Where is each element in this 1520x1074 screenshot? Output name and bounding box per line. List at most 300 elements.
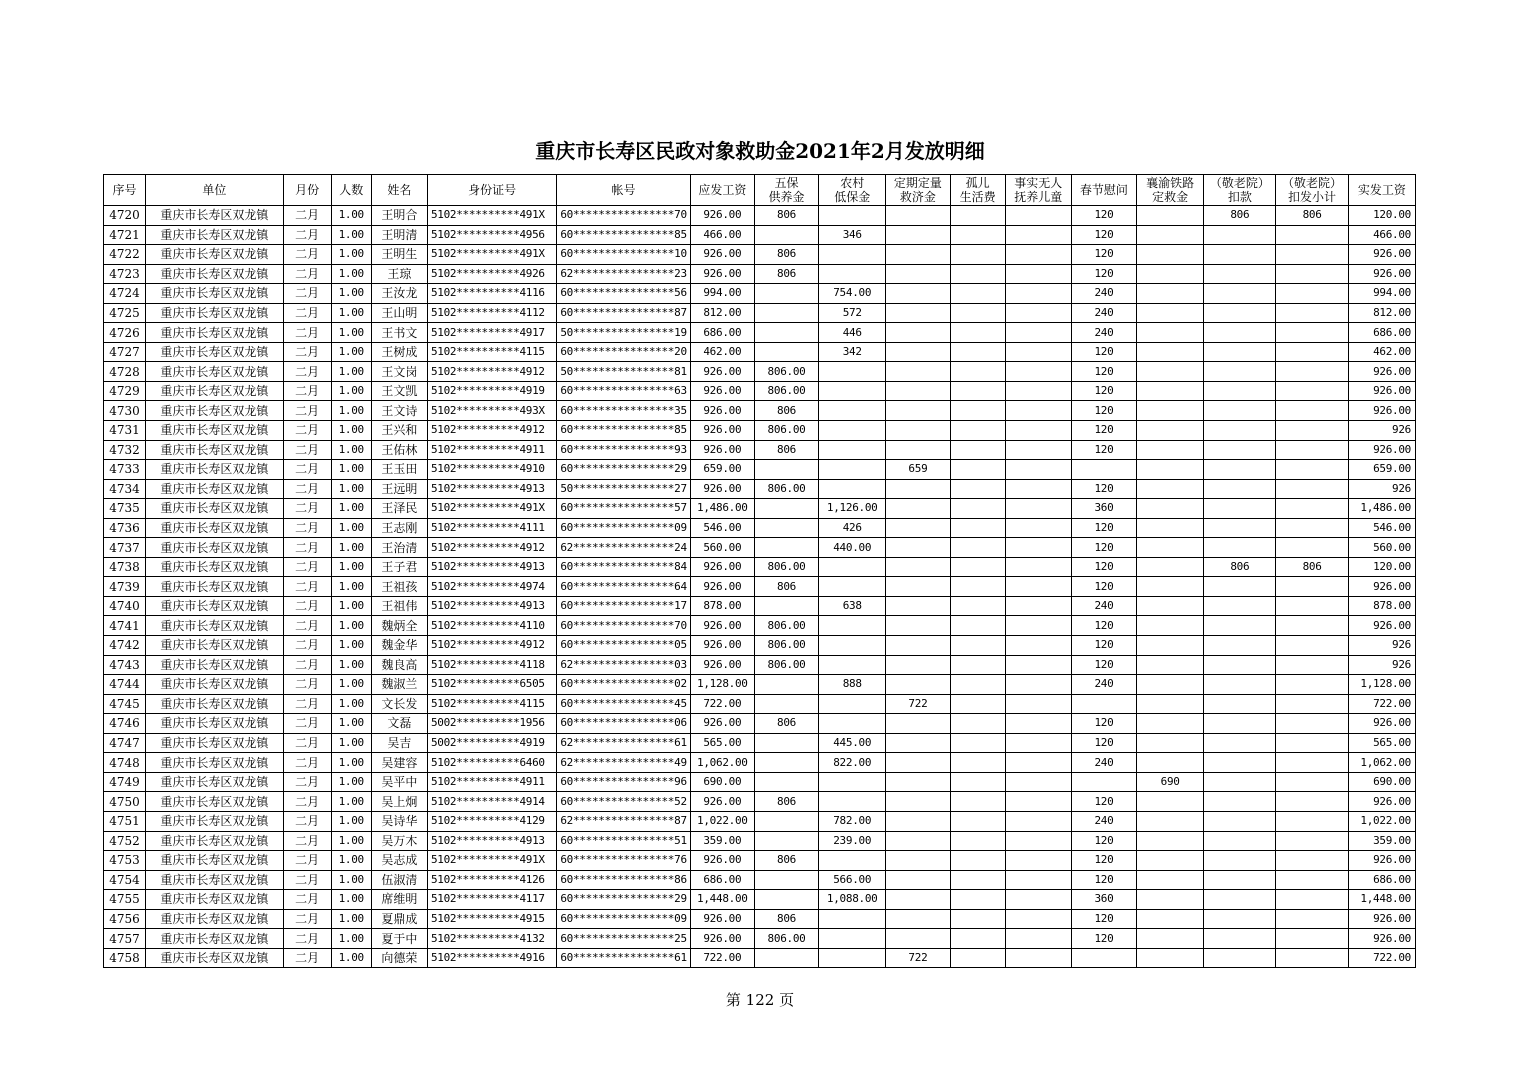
table-cell: 926.00 <box>1348 264 1415 284</box>
table-cell <box>1137 929 1204 949</box>
table-cell: 1.00 <box>331 303 371 323</box>
table-cell <box>1005 460 1071 480</box>
table-cell: 120 <box>1071 733 1136 753</box>
table-cell: 782.00 <box>819 811 886 831</box>
table-cell: 5102**********4919 <box>427 381 556 401</box>
table-cell: 1.00 <box>331 538 371 558</box>
table-cell <box>1204 890 1276 910</box>
table-cell: 5102**********491X <box>427 499 556 519</box>
table-cell <box>1005 284 1071 304</box>
table-cell: 二月 <box>283 206 331 226</box>
table-cell <box>950 538 1005 558</box>
table-cell: 120 <box>1071 440 1136 460</box>
table-cell <box>1005 518 1071 538</box>
table-cell <box>1204 733 1276 753</box>
table-cell <box>1204 714 1276 734</box>
table-cell: 王子君 <box>371 557 427 577</box>
table-cell: 二月 <box>283 538 331 558</box>
table-cell <box>1204 753 1276 773</box>
table-cell <box>1204 440 1276 460</box>
table-cell <box>886 616 950 636</box>
table-cell: 重庆市长寿区双龙镇 <box>146 323 283 343</box>
table-cell <box>886 538 950 558</box>
table-cell: 1.00 <box>331 499 371 519</box>
table-cell: 560.00 <box>1348 538 1415 558</box>
table-cell: 926 <box>1348 479 1415 499</box>
table-cell: 60****************35 <box>557 401 690 421</box>
table-row <box>104 909 1416 929</box>
table-cell <box>1276 264 1348 284</box>
table-cell: 4746 <box>104 714 146 734</box>
table-row <box>104 851 1416 871</box>
table-cell: 60****************52 <box>557 792 690 812</box>
table-cell <box>950 929 1005 949</box>
relief-payment-table <box>103 174 1416 968</box>
table-cell: 1,448.00 <box>690 890 754 910</box>
table-cell: 1.00 <box>331 831 371 851</box>
table-cell <box>1137 284 1204 304</box>
table-cell <box>1137 792 1204 812</box>
table-cell: 5102**********6505 <box>427 675 556 695</box>
table-cell: 重庆市长寿区双龙镇 <box>146 577 283 597</box>
table-cell <box>1137 381 1204 401</box>
table-cell: 1.00 <box>331 714 371 734</box>
table-cell <box>1005 303 1071 323</box>
table-cell: 686.00 <box>690 323 754 343</box>
table-cell: 806.00 <box>754 616 818 636</box>
table-cell <box>1137 948 1204 968</box>
table-cell <box>1276 890 1348 910</box>
table-cell: 806 <box>754 206 818 226</box>
table-cell: 王治清 <box>371 538 427 558</box>
table-cell: 二月 <box>283 909 331 929</box>
table-cell: 4722 <box>104 245 146 265</box>
table-cell <box>1276 284 1348 304</box>
table-cell: 62****************03 <box>557 655 690 675</box>
table-cell: 二月 <box>283 655 331 675</box>
table-cell <box>754 675 818 695</box>
table-row <box>104 303 1416 323</box>
table-cell <box>1005 245 1071 265</box>
table-cell: 1,448.00 <box>1348 890 1415 910</box>
table-cell: 806.00 <box>754 557 818 577</box>
table-cell: 二月 <box>283 948 331 968</box>
table-row <box>104 694 1416 714</box>
table-cell <box>1005 225 1071 245</box>
table-cell: 4730 <box>104 401 146 421</box>
table-cell: 二月 <box>283 870 331 890</box>
table-row <box>104 870 1416 890</box>
table-cell <box>819 577 886 597</box>
table-cell: 686.00 <box>690 870 754 890</box>
table-cell: 120.00 <box>1348 206 1415 226</box>
table-cell <box>1276 929 1348 949</box>
table-cell: 926.00 <box>690 401 754 421</box>
table-cell: 4742 <box>104 636 146 656</box>
table-cell <box>1137 362 1204 382</box>
table-cell: 926.00 <box>690 714 754 734</box>
table-cell <box>1204 225 1276 245</box>
table-cell <box>819 929 886 949</box>
column-header: 襄渝铁路 定救金 <box>1137 175 1204 206</box>
table-cell <box>819 948 886 968</box>
table-cell: 重庆市长寿区双龙镇 <box>146 655 283 675</box>
table-cell: 466.00 <box>1348 225 1415 245</box>
table-cell: 926 <box>1348 655 1415 675</box>
table-cell <box>1137 596 1204 616</box>
table-cell <box>1005 792 1071 812</box>
table-cell: 546.00 <box>1348 518 1415 538</box>
table-cell <box>1204 909 1276 929</box>
table-row <box>104 518 1416 538</box>
table-cell: 926.00 <box>1348 909 1415 929</box>
table-cell: 二月 <box>283 596 331 616</box>
table-cell: 4752 <box>104 831 146 851</box>
table-cell: 926.00 <box>690 421 754 441</box>
table-cell: 王书文 <box>371 323 427 343</box>
table-cell: 4735 <box>104 499 146 519</box>
table-cell: 878.00 <box>690 596 754 616</box>
table-cell: 722.00 <box>1348 694 1415 714</box>
table-cell: 120 <box>1071 421 1136 441</box>
table-cell <box>886 753 950 773</box>
table-cell: 690.00 <box>690 772 754 792</box>
table-cell: 二月 <box>283 733 331 753</box>
table-cell <box>1204 401 1276 421</box>
table-cell: 62****************61 <box>557 733 690 753</box>
table-cell: 60****************10 <box>557 245 690 265</box>
table-cell <box>950 342 1005 362</box>
table-cell: 994.00 <box>1348 284 1415 304</box>
table-cell: 4734 <box>104 479 146 499</box>
table-cell: 1.00 <box>331 948 371 968</box>
table-cell: 240 <box>1071 753 1136 773</box>
table-row <box>104 831 1416 851</box>
table-cell: 240 <box>1071 284 1136 304</box>
table-cell: 926 <box>1348 421 1415 441</box>
table-cell: 4737 <box>104 538 146 558</box>
table-cell <box>1276 811 1348 831</box>
table-cell: 1.00 <box>331 870 371 890</box>
table-cell <box>819 479 886 499</box>
table-cell: 926.00 <box>690 362 754 382</box>
table-cell: 5102**********4913 <box>427 831 556 851</box>
table-cell <box>1005 675 1071 695</box>
table-cell: 王明合 <box>371 206 427 226</box>
table-cell <box>1276 479 1348 499</box>
table-cell: 4743 <box>104 655 146 675</box>
table-cell: 二月 <box>283 499 331 519</box>
table-cell: 重庆市长寿区双龙镇 <box>146 460 283 480</box>
table-cell: 重庆市长寿区双龙镇 <box>146 206 283 226</box>
table-cell: 夏鼎成 <box>371 909 427 929</box>
table-cell: 120 <box>1071 870 1136 890</box>
table-cell: 向德荣 <box>371 948 427 968</box>
table-cell <box>950 440 1005 460</box>
table-cell: 二月 <box>283 362 331 382</box>
table-cell: 重庆市长寿区双龙镇 <box>146 596 283 616</box>
table-cell <box>950 323 1005 343</box>
table-row <box>104 792 1416 812</box>
table-cell: 1,088.00 <box>819 890 886 910</box>
table-cell: 926.00 <box>690 440 754 460</box>
table-cell <box>886 909 950 929</box>
table-cell: 魏炳全 <box>371 616 427 636</box>
table-cell: 4741 <box>104 616 146 636</box>
table-cell: 1.00 <box>331 284 371 304</box>
table-cell: 王明生 <box>371 245 427 265</box>
table-cell: 席维明 <box>371 890 427 910</box>
table-cell: 1,126.00 <box>819 499 886 519</box>
table-cell: 4726 <box>104 323 146 343</box>
table-cell <box>950 303 1005 323</box>
table-cell: 二月 <box>283 245 331 265</box>
table-cell <box>1204 518 1276 538</box>
table-cell <box>886 440 950 460</box>
table-cell: 926.00 <box>690 577 754 597</box>
table-cell: 二月 <box>283 225 331 245</box>
table-cell: 50****************27 <box>557 479 690 499</box>
table-cell: 4740 <box>104 596 146 616</box>
table-cell: 重庆市长寿区双龙镇 <box>146 499 283 519</box>
table-cell: 806 <box>1276 557 1348 577</box>
table-cell: 120 <box>1071 636 1136 656</box>
table-cell: 60****************61 <box>557 948 690 968</box>
table-row <box>104 421 1416 441</box>
table-cell <box>950 772 1005 792</box>
table-cell: 二月 <box>283 440 331 460</box>
table-cell: 5102**********4956 <box>427 225 556 245</box>
table-cell <box>754 303 818 323</box>
table-cell: 446 <box>819 323 886 343</box>
table-cell <box>754 596 818 616</box>
table-cell: 魏淑兰 <box>371 675 427 695</box>
table-cell: 4751 <box>104 811 146 831</box>
table-cell: 60****************70 <box>557 616 690 636</box>
table-cell: 690 <box>1137 772 1204 792</box>
table-cell <box>1005 440 1071 460</box>
table-cell: 120.00 <box>1348 557 1415 577</box>
table-cell <box>1276 303 1348 323</box>
table-cell: 重庆市长寿区双龙镇 <box>146 284 283 304</box>
table-cell: 1.00 <box>331 753 371 773</box>
table-cell: 60****************70 <box>557 206 690 226</box>
table-cell: 926.00 <box>690 381 754 401</box>
table-cell: 240 <box>1071 323 1136 343</box>
table-cell: 4755 <box>104 890 146 910</box>
table-cell: 926.00 <box>1348 714 1415 734</box>
table-cell: 926.00 <box>690 636 754 656</box>
table-cell <box>1005 948 1071 968</box>
table-header <box>104 175 1416 206</box>
table-cell <box>1137 557 1204 577</box>
table-cell: 60****************05 <box>557 636 690 656</box>
table-cell <box>754 460 818 480</box>
table-row <box>104 929 1416 949</box>
column-header: 孤儿 生活费 <box>950 175 1005 206</box>
column-header: 人数 <box>331 175 371 206</box>
table-cell: 754.00 <box>819 284 886 304</box>
table-cell <box>886 851 950 871</box>
table-cell: 659.00 <box>1348 460 1415 480</box>
table-cell: 1.00 <box>331 460 371 480</box>
table-cell: 359.00 <box>1348 831 1415 851</box>
table-cell <box>950 362 1005 382</box>
table-cell: 4732 <box>104 440 146 460</box>
table-cell <box>886 596 950 616</box>
column-header: （敬老院） 扣款 <box>1204 175 1276 206</box>
table-cell <box>1137 675 1204 695</box>
table-cell: 806 <box>754 577 818 597</box>
table-cell: 4758 <box>104 948 146 968</box>
table-cell <box>886 577 950 597</box>
table-cell: 王远明 <box>371 479 427 499</box>
table-cell <box>950 245 1005 265</box>
table-cell: 王明清 <box>371 225 427 245</box>
table-row <box>104 362 1416 382</box>
table-cell <box>886 675 950 695</box>
table-cell <box>819 694 886 714</box>
table-row <box>104 655 1416 675</box>
table-cell <box>1276 225 1348 245</box>
table-cell <box>1005 538 1071 558</box>
table-cell: 60****************64 <box>557 577 690 597</box>
table-cell <box>1137 655 1204 675</box>
table-cell: 1.00 <box>331 557 371 577</box>
table-cell: 1.00 <box>331 323 371 343</box>
table-body <box>104 206 1416 968</box>
table-cell: 5102**********4116 <box>427 284 556 304</box>
table-cell: 吴诗华 <box>371 811 427 831</box>
table-cell: 806.00 <box>754 929 818 949</box>
table-cell: 5102**********4110 <box>427 616 556 636</box>
column-header: 序号 <box>104 175 146 206</box>
table-cell: 重庆市长寿区双龙镇 <box>146 421 283 441</box>
table-cell: 重庆市长寿区双龙镇 <box>146 909 283 929</box>
table-cell: 4744 <box>104 675 146 695</box>
table-cell <box>1204 851 1276 871</box>
table-cell: 926.00 <box>690 655 754 675</box>
table-cell <box>1005 753 1071 773</box>
table-cell <box>950 948 1005 968</box>
table-cell: 926.00 <box>690 479 754 499</box>
table-row <box>104 577 1416 597</box>
column-header: 农村 低保金 <box>819 175 886 206</box>
table-cell: 4721 <box>104 225 146 245</box>
table-cell: 5102**********4129 <box>427 811 556 831</box>
table-cell <box>1137 479 1204 499</box>
table-cell: 5102**********4111 <box>427 518 556 538</box>
table-cell <box>886 890 950 910</box>
table-cell: 806 <box>754 401 818 421</box>
table-cell <box>1204 264 1276 284</box>
table-cell: 60****************85 <box>557 225 690 245</box>
table-cell: 5102**********493X <box>427 401 556 421</box>
table-cell <box>1005 577 1071 597</box>
table-cell <box>754 694 818 714</box>
table-cell: 吴志成 <box>371 851 427 871</box>
table-cell <box>950 206 1005 226</box>
table-cell: 822.00 <box>819 753 886 773</box>
table-cell <box>1204 479 1276 499</box>
table-cell <box>886 518 950 538</box>
table-cell <box>886 831 950 851</box>
table-cell <box>819 655 886 675</box>
table-cell <box>1276 381 1348 401</box>
table-cell: 重庆市长寿区双龙镇 <box>146 303 283 323</box>
table-cell <box>1276 362 1348 382</box>
table-cell: 4728 <box>104 362 146 382</box>
table-cell: 5102**********491X <box>427 851 556 871</box>
table-cell <box>1137 460 1204 480</box>
table-cell: 239.00 <box>819 831 886 851</box>
table-cell: 806.00 <box>754 479 818 499</box>
table-cell: 重庆市长寿区双龙镇 <box>146 245 283 265</box>
table-cell: 4729 <box>104 381 146 401</box>
table-cell: 806.00 <box>754 636 818 656</box>
table-cell: 5102**********491X <box>427 245 556 265</box>
table-cell: 4748 <box>104 753 146 773</box>
table-cell: 重庆市长寿区双龙镇 <box>146 948 283 968</box>
table-cell: 120 <box>1071 264 1136 284</box>
table-cell <box>1204 948 1276 968</box>
table-cell: 1.00 <box>331 636 371 656</box>
table-cell: 120 <box>1071 518 1136 538</box>
table-cell: 926.00 <box>1348 362 1415 382</box>
table-cell: 重庆市长寿区双龙镇 <box>146 225 283 245</box>
table-cell: 62****************24 <box>557 538 690 558</box>
table-cell: 926 <box>1348 636 1415 656</box>
table-cell <box>819 206 886 226</box>
table-cell: 60****************76 <box>557 851 690 871</box>
table-row <box>104 342 1416 362</box>
table-cell: 吴上炯 <box>371 792 427 812</box>
table-cell <box>1276 753 1348 773</box>
table-cell <box>950 577 1005 597</box>
table-cell <box>1276 616 1348 636</box>
column-header: 五保 供养金 <box>754 175 818 206</box>
table-cell <box>819 557 886 577</box>
table-cell: 1,486.00 <box>690 499 754 519</box>
table-cell: 360 <box>1071 499 1136 519</box>
table-cell <box>754 753 818 773</box>
table-row <box>104 733 1416 753</box>
table-cell: 120 <box>1071 831 1136 851</box>
table-cell <box>950 499 1005 519</box>
table-cell <box>819 909 886 929</box>
table-cell <box>819 792 886 812</box>
table-cell <box>950 479 1005 499</box>
table-cell: 878.00 <box>1348 596 1415 616</box>
table-cell: 120 <box>1071 245 1136 265</box>
table-cell: 926.00 <box>690 616 754 636</box>
table-cell <box>1005 909 1071 929</box>
table-cell <box>1137 264 1204 284</box>
table-cell: 120 <box>1071 655 1136 675</box>
table-cell <box>754 733 818 753</box>
table-cell <box>1005 264 1071 284</box>
table-row <box>104 675 1416 695</box>
table-cell: 926.00 <box>690 792 754 812</box>
table-cell <box>1276 851 1348 871</box>
table-cell: 1.00 <box>331 811 371 831</box>
table-row <box>104 538 1416 558</box>
table-cell <box>1005 401 1071 421</box>
table-cell: 4736 <box>104 518 146 538</box>
table-cell: 440.00 <box>819 538 886 558</box>
table-cell <box>1005 655 1071 675</box>
table-cell: 806.00 <box>754 362 818 382</box>
